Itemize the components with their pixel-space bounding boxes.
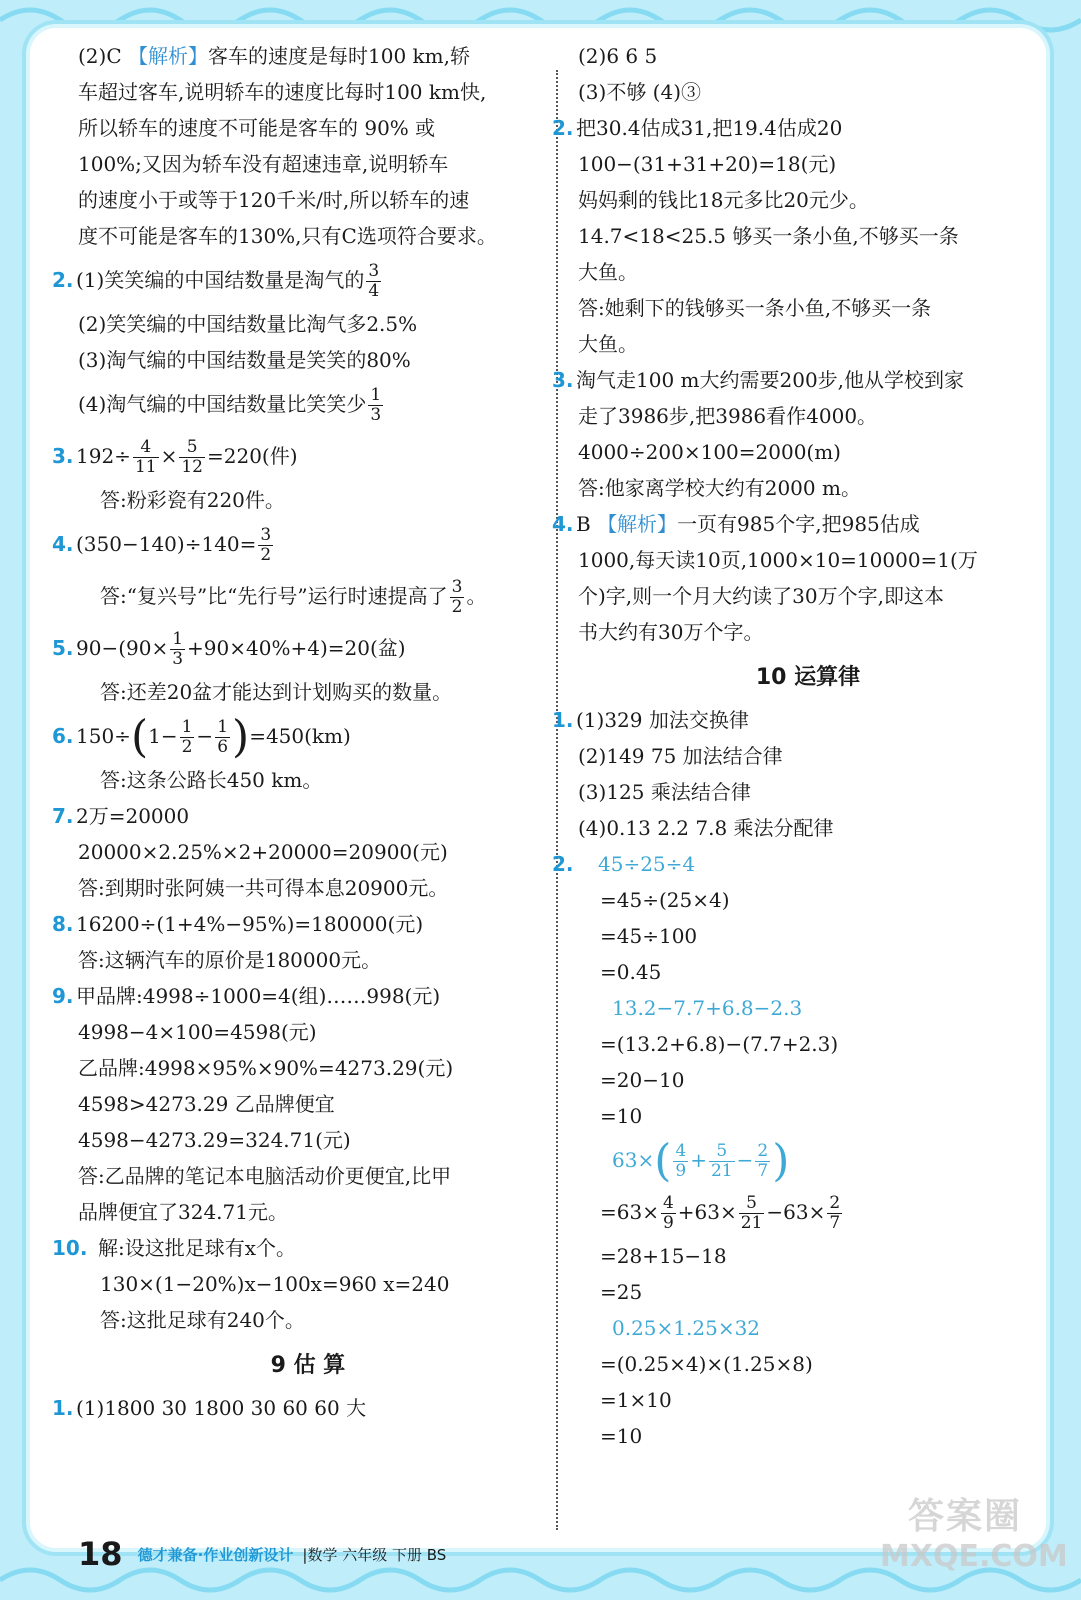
answer-line: (3)不够 (4)③	[578, 80, 702, 104]
expression-line	[578, 1134, 1038, 1186]
question-number: 10.	[52, 1236, 88, 1260]
numerator: 1	[217, 717, 229, 737]
answer-text: B	[576, 512, 598, 536]
denominator: 2	[181, 737, 193, 757]
fraction	[133, 438, 159, 477]
answer-line	[52, 254, 538, 306]
watermark-logo	[880, 1488, 1068, 1592]
numerator: 5	[709, 1142, 735, 1162]
denominator: 2	[451, 597, 463, 617]
numerator: 4	[675, 1141, 687, 1161]
denominator: 9	[675, 1161, 687, 1181]
expression-text: −	[196, 724, 214, 748]
answer-line: (3)淘气编的中国结数量是笑笑的80%	[78, 348, 411, 372]
fraction	[673, 1142, 688, 1181]
question-number: 6.	[52, 724, 74, 748]
answer-text: 。	[466, 584, 487, 608]
fraction	[170, 630, 185, 669]
answer-line	[78, 378, 538, 430]
answer-line	[78, 38, 538, 74]
denominator: 11	[134, 457, 157, 477]
answer-line: 答:到期时张阿姨一共可得本息20900元。	[78, 876, 449, 900]
answer-line	[552, 362, 1038, 398]
answer-text: 一页有985个字,把985估成	[677, 512, 920, 536]
answer-line: (2)笑笑编的中国结数量比淘气多2.5%	[78, 312, 418, 336]
answer-line	[52, 430, 538, 482]
fraction	[179, 438, 205, 477]
watermark-text: 答案圈	[907, 1496, 1022, 1537]
answer-line	[52, 1390, 538, 1426]
answer-line	[552, 702, 1038, 738]
answer-line	[52, 798, 538, 834]
answer-line: 100%;又因为轿车没有超速违章,说明轿车	[78, 152, 449, 176]
fraction	[709, 1142, 735, 1181]
answer-line: 大鱼。	[578, 260, 638, 284]
section-heading: 10 运算律	[755, 665, 861, 690]
answer-line: 答:粉彩瓷有220件。	[100, 488, 285, 512]
denominator: 21	[710, 1161, 733, 1181]
answer-line: 14.7<18<25.5 够买一条小鱼,不够买一条	[578, 224, 959, 248]
expression-text: 0.25×1.25×32	[612, 1316, 761, 1340]
answer-line: (4)0.13 2.2 7.8 乘法分配律	[578, 816, 834, 840]
expression-text: 16200÷(1+4%−95%)=180000(元)	[76, 912, 424, 936]
expression-text: ×	[160, 444, 178, 468]
expression-text: 45÷25÷4	[598, 852, 696, 876]
denominator: 4	[368, 281, 380, 301]
answer-line: 答:乙品牌的笔记本电脑活动价更便宜,比甲	[78, 1164, 452, 1188]
expression-text: 90−(90×	[76, 636, 169, 660]
question-number: 7.	[52, 804, 74, 828]
fraction	[755, 1142, 770, 1181]
numerator: 2	[829, 1193, 841, 1213]
answer-line: (2)6 6 5	[578, 44, 658, 68]
answer-line: 答:这辆汽车的原价是180000元。	[78, 948, 382, 972]
answer-line	[52, 518, 538, 570]
denominator: 21	[740, 1213, 763, 1233]
page-number: 18	[78, 1535, 123, 1573]
expression-text: 13.2−7.7+6.8−2.3	[612, 996, 803, 1020]
expression-text: =220(件)	[206, 444, 298, 468]
numerator: 1	[172, 629, 184, 649]
answer-line: 答:这批足球有240个。	[100, 1308, 305, 1332]
answer-line: 大鱼。	[578, 332, 638, 356]
expression-text: (350−140)÷140=	[76, 532, 257, 556]
calc-step: =20−10	[600, 1068, 685, 1092]
expression-text: (1)329 加法交换律	[576, 708, 749, 732]
fraction	[180, 718, 195, 757]
operator: +	[690, 1148, 707, 1172]
numerator: 5	[179, 438, 205, 458]
fraction	[258, 526, 273, 565]
book-brand: 德才兼备·作业创新设计	[137, 1545, 294, 1564]
page-footer	[78, 1535, 446, 1573]
denominator: 12	[181, 457, 203, 477]
expression-text: 1−	[148, 724, 178, 748]
calc-step: =45÷100	[600, 924, 698, 948]
right-paren: )	[772, 1135, 790, 1187]
calc-step: =10	[600, 1104, 643, 1128]
answer-text: (2)C	[78, 44, 128, 68]
denominator: 6	[217, 737, 229, 757]
analysis-tag: 【解析】	[597, 512, 678, 536]
calc-step: =28+15−18	[600, 1244, 727, 1268]
numerator: 3	[368, 261, 380, 281]
question-number: 8.	[52, 912, 74, 936]
answer-line: 答:还差20盆才能达到计划购买的数量。	[100, 680, 453, 704]
answer-line: 的速度小于或等于120千米/时,所以轿车的速	[78, 188, 470, 212]
answer-line: (3)125 乘法结合律	[578, 780, 751, 804]
question-number: 1.	[552, 708, 574, 732]
question-number: 4.	[552, 512, 574, 536]
calc-step: =(13.2+6.8)−(7.7+2.3)	[600, 1032, 839, 1056]
denominator: 3	[370, 405, 382, 425]
answer-line	[78, 570, 538, 622]
numerator: 4	[662, 1193, 674, 1213]
calc-step: =(0.25×4)×(1.25×8)	[600, 1352, 813, 1376]
answer-line: 度不可能是客车的130%,只有C选项符合要求。	[78, 224, 497, 248]
left-column	[52, 38, 538, 1426]
answer-line: 个)字,则一个月大约读了30万个字,即这本	[578, 584, 944, 608]
right-column	[552, 38, 1038, 1454]
answer-line	[52, 978, 538, 1014]
answer-line: 所以轿车的速度不可能是客车的 90% 或	[78, 116, 436, 140]
answer-text: 答:“复兴号”比“先行号”运行时速提高了	[100, 584, 448, 608]
calc-step: =0.45	[600, 960, 662, 984]
answer-text: (1)笑笑编的中国结数量是淘气的	[76, 268, 365, 292]
expression-text: (1)1800 30 1800 30 60 60 大	[76, 1396, 367, 1420]
section-heading: 9 估 算	[270, 1353, 346, 1378]
denominator: 7	[829, 1213, 841, 1233]
question-number: 2.	[552, 852, 574, 876]
fraction	[661, 1194, 676, 1233]
left-paren: (	[654, 1135, 672, 1187]
calc-step: =25	[600, 1280, 643, 1304]
expression-text: 150÷	[76, 724, 131, 748]
answer-line: 妈妈剩的钱比18元多比20元少。	[578, 188, 869, 212]
answer-line: 4598>4273.29 乙品牌便宜	[78, 1092, 335, 1116]
question-number: 2.	[552, 116, 574, 140]
expression-text: −63×	[766, 1200, 826, 1224]
numerator: 3	[451, 577, 463, 597]
answer-line	[52, 1230, 538, 1266]
denominator: 7	[757, 1161, 769, 1181]
expression-text: =63×	[600, 1200, 659, 1224]
answer-line: 1000,每天读10页,1000×10=10000=1(万	[578, 548, 978, 572]
answer-line: 答:他家离学校大约有2000 m。	[578, 476, 861, 500]
answer-line	[552, 110, 1038, 146]
expression-text: 192÷	[76, 444, 131, 468]
answer-line	[552, 846, 1038, 882]
answer-line: (2)149 75 加法结合律	[578, 744, 783, 768]
answer-line	[552, 506, 1038, 542]
denominator: 3	[172, 649, 184, 669]
fraction	[368, 386, 383, 425]
book-subject: |数学 六年级 下册 BS	[302, 1545, 447, 1564]
fraction	[827, 1194, 842, 1233]
numerator: 1	[370, 385, 382, 405]
expression-text: =450(km)	[249, 724, 351, 748]
watermark-url: MXQE.COM	[880, 1539, 1068, 1574]
answer-line: 4998−4×100=4598(元)	[78, 1020, 317, 1044]
answer-line: 品牌便宜了324.71元。	[78, 1200, 288, 1224]
calc-step: =10	[600, 1424, 643, 1448]
numerator: 5	[739, 1194, 765, 1214]
answer-line: 4000÷200×100=2000(m)	[578, 440, 841, 464]
expression-text: +63×	[677, 1200, 737, 1224]
answer-line: 书大约有30万个字。	[578, 620, 764, 644]
expression-text: 63×	[612, 1148, 655, 1172]
answer-line	[52, 710, 538, 763]
numerator: 1	[181, 717, 193, 737]
answer-line: 4598−4273.29=324.71(元)	[78, 1128, 351, 1152]
question-number: 2.	[52, 268, 74, 292]
fraction	[739, 1194, 765, 1233]
fraction	[450, 578, 465, 617]
question-number: 1.	[52, 1396, 74, 1420]
expression-text: 淘气走100 m大约需要200步,他从学校到家	[576, 368, 965, 392]
expression-text: 甲品牌:4998÷1000=4(组)……998(元)	[76, 984, 441, 1008]
question-number: 3.	[552, 368, 574, 392]
answer-line: 走了3986步,把3986看作4000。	[578, 404, 878, 428]
fraction	[366, 262, 381, 301]
answer-line: 130×(1−20%)x−100x=960 x=240	[100, 1272, 450, 1296]
answer-line	[52, 906, 538, 942]
answer-line: 答:她剩下的钱够买一条小鱼,不够买一条	[578, 296, 932, 320]
denominator: 2	[260, 545, 272, 565]
expression-text: 解:设这批足球有x个。	[98, 1236, 297, 1260]
right-paren: )	[232, 711, 250, 763]
analysis-tag: 【解析】	[128, 44, 208, 68]
calc-step: =1×10	[600, 1388, 672, 1412]
fraction	[215, 718, 230, 757]
expression-text: 2万=20000	[76, 804, 190, 828]
answer-text: 客车的速度是每时100 km,轿	[208, 44, 470, 68]
expression-text: +90×40%+4)=20(盆)	[187, 636, 406, 660]
question-number: 9.	[52, 984, 74, 1008]
expression-text: 把30.4估成31,把19.4估成20	[576, 116, 843, 140]
numerator: 3	[260, 525, 272, 545]
answer-line: 车超过客车,说明轿车的速度比每时100 km快,	[78, 80, 487, 104]
answer-line: 答:这条公路长450 km。	[100, 768, 323, 792]
denominator: 9	[662, 1213, 674, 1233]
numerator: 4	[133, 438, 159, 458]
question-number: 5.	[52, 636, 74, 660]
answer-line	[52, 622, 538, 674]
question-number: 4.	[52, 532, 74, 556]
calc-step	[578, 1186, 1038, 1238]
calc-step: =45÷(25×4)	[600, 888, 730, 912]
numerator: 2	[757, 1141, 769, 1161]
question-number: 3.	[52, 444, 74, 468]
answer-text: (4)淘气编的中国结数量比笑笑少	[78, 392, 367, 416]
left-paren: (	[130, 711, 149, 763]
column-divider	[556, 70, 558, 1530]
answer-line: 乙品牌:4998×95%×90%=4273.29(元)	[78, 1056, 454, 1080]
answer-line: 100−(31+31+20)=18(元)	[578, 152, 837, 176]
operator: −	[736, 1148, 754, 1172]
answer-line: 20000×2.25%×2+20000=20900(元)	[78, 840, 448, 864]
